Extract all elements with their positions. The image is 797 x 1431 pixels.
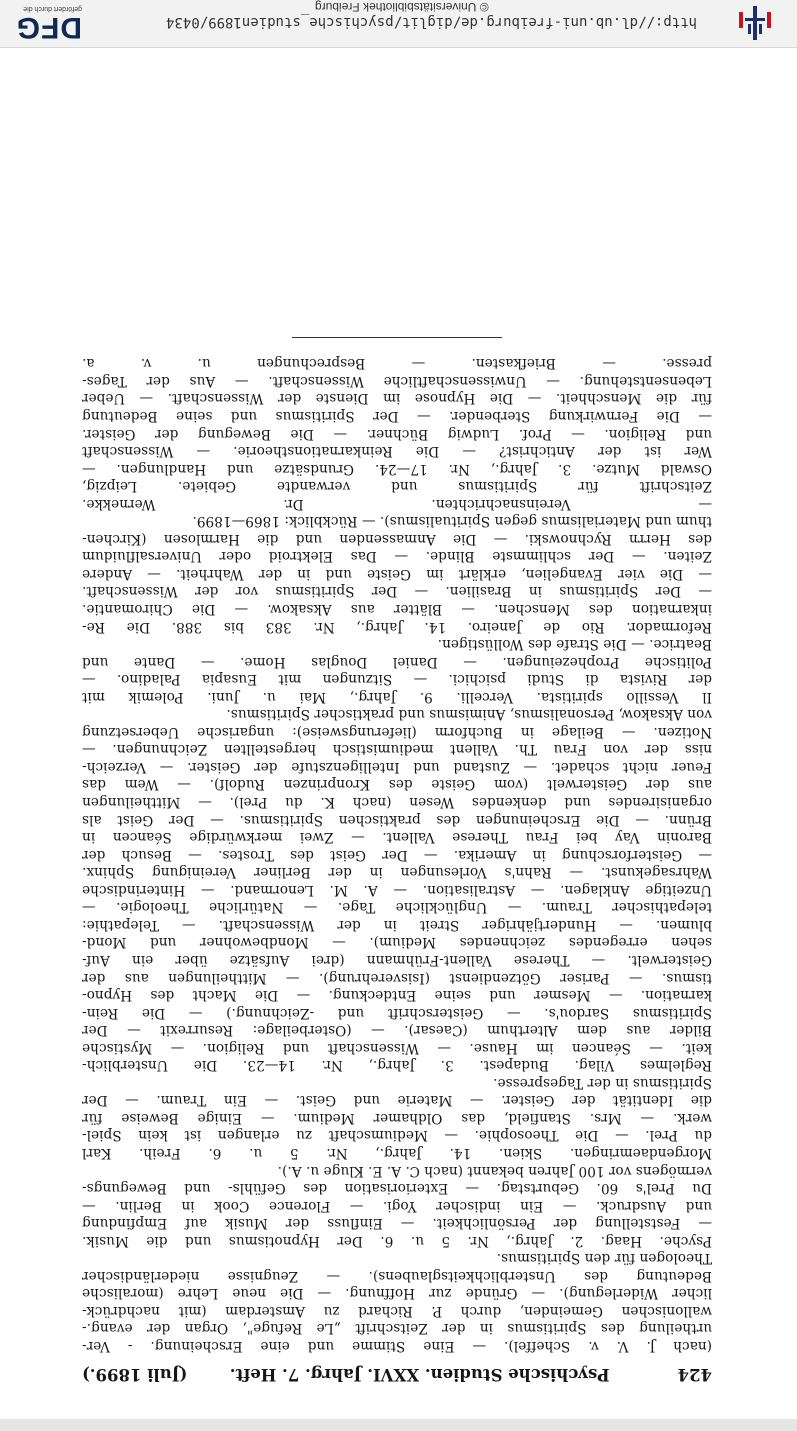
text-line: keit. — Séancen im Hause. — Wissenschaft und Religion. — Mystische [82, 1039, 712, 1056]
university-logo-icon [735, 4, 775, 42]
text-line: inkarnation des Menschen. — Blätter aus Aksakow. — Die Chiromantie. [82, 601, 712, 618]
text-line: Unzeitige Anklagen. — Astralisation. — A. M. Lenormand. — Hinterindische [82, 881, 712, 898]
text-line: du Prel. — Die Theosophie. — Mediumschaft zu erlangen ist kein Spiel- [82, 1127, 712, 1144]
text-line: — Die vier Evangelien, erklärt im Geiste und in der Wahrheit. — Andere [82, 565, 712, 582]
text-line: für die Menschheit. — Die Hypnose im Dienste der Wissenschaft. — Ueber [82, 390, 712, 407]
text-line: die Identität der Geister. — Materie und Geist. — Ein Traum. — Der [82, 1092, 712, 1109]
text-line: von Aksakow, Personalismus, Animismus und praktischer Spiritismus. [226, 706, 712, 723]
text-line: der Rivista di Studi psichici. — Sitzungen mit Eusapia Paladino. — [82, 671, 712, 688]
text-line: (nach J. V. v. Scheffel). — Eine Stimme und eine Erscheinung. - Ver- [82, 1338, 712, 1354]
text-line: — Geisterforschung in Amerika. — Der Geist des Trostes. — Besuch der [82, 846, 712, 863]
text-line: Morgendaemringen. Skien. 14. Jahrg., Nr. 5 u. 6. Freih. Karl [82, 1144, 712, 1161]
text-line: Oswald Mutze. 3. Jahrg., Nr. 17—24. Grundsätze und Handlungen. — [82, 460, 712, 477]
text-line: des Herrn Rychnowski. — Die Anmassenden und die Harmlosen (Kirchen- [82, 530, 712, 547]
dfg-subtext: gefördert durch die [23, 5, 82, 12]
dfg-logo [2, 2, 82, 42]
copyright-text: © Universitätsbibliothek Freiburg [315, 0, 489, 14]
text-line: Geisterwelt. — Therese Vallent-Frühmann (drei Aufsätze über ein Auf- [82, 951, 712, 968]
text-line: licher Widerlegung). — Gründe zur Hoffnung. — Die neue Lehre (moralische [82, 1285, 712, 1302]
text-line: und Ausdruck. — Ein indischer Yogi. — Florence Cook in Berlin. — [82, 1197, 712, 1214]
journal-title: Psychische Studien. XXVI. Jahrg. 7. Heft. [229, 1365, 610, 1384]
text-line: und Religion. — Prof. Ludwig Büchner. — Die Bewegung der Geister. [82, 425, 712, 442]
text-line: Beatrice. — Die Strafe des Wollüstigen. [437, 636, 712, 653]
viewer-footer [0, 1419, 797, 1431]
text-line: Psyche. Haag. 2. Jahrg., Nr. 5 u. 6. Der Hypnotismus und die Musik. [82, 1232, 712, 1249]
text-line: Spiritismus in der Tagespresse. [493, 1074, 712, 1091]
text-line: Bedeutung des Unsterblichkeitsglaubens). — Zeugnisse niederländischer [82, 1267, 712, 1284]
text-line: sehen erregendes zeichnendes Medium). — Mondbewohner und Mond- [82, 934, 712, 951]
text-line: Wer ist der Antichrist? — Die Reinkarnationstheorie. — Wissenschaft [82, 443, 712, 460]
dfg-logo-text: DFG [15, 11, 82, 44]
text-line: Baronin Vay bei Frau Therese Vallent. — Zwei merkwürdige Séancen in [82, 829, 712, 846]
text-line: telepathischer Traum. — Unglückliche Tage. — Natürliche Theologie. — [82, 899, 712, 916]
viewer-header [0, 0, 797, 48]
text-line: Politische Prophezeiungen. — Daniel Douglas Home. — Dante und [82, 653, 712, 670]
text-line: Notizen. — Beilage in Buchform (lieferungsweise): ungarische Uebersetzung [82, 723, 712, 740]
text-line: Zeiten. — Der schlimmste Blinde. — Das Elektroid oder Universalfluidum [82, 548, 712, 565]
running-head [82, 1364, 712, 1384]
text-line: — Feststellung der Persönlichkeit. — Einfluss der Musik auf Empfindung [82, 1215, 712, 1232]
text-line: presse. — Briefkasten. — Besprechungen u. v. a. [82, 355, 712, 372]
scanned-page [82, 214, 712, 1384]
text-line: — Vereinsnachrichten. Dr. Wernekke. [82, 495, 712, 512]
text-line: Lebensentstehung. — Unwissenschaftliche Wissenschaft. — Aus der Tages- [82, 372, 712, 389]
text-line: Theologen für den Spiritismus. [496, 1250, 712, 1267]
body-text [82, 354, 712, 1354]
text-line: Reglelmes Vilag. Budapest. 3. Jahrg., Nr. 14—23. Die Unsterblich- [82, 1057, 712, 1074]
text-line: Brünn. — Die Erscheinungen des praktischen Spiritismus. — Der Geist als [82, 811, 712, 828]
text-line: aus der Geisterwelt (vom Geiste des Kronprinzen Rudolf). — Wem das [82, 776, 712, 793]
text-line: Wahrsagekunst. — Rahn's Vorlesungen in der Berliner Vereinigung Sphinx. [82, 864, 712, 881]
issue-date: (Juli 1899.) [82, 1365, 188, 1384]
text-line: blumen. — Hundertjähriger Streit in der Wissenschaft. — Telepathie: [82, 916, 712, 933]
text-line: Feuer nicht schadet. — Zustand und Intelligenzstufe der Geister. — Verzeich- [82, 758, 712, 775]
text-line: karnation. — Mesmer und seine Entdeckung. — Die Macht des Hypno- [82, 987, 712, 1004]
text-line: — Die Fernwirkung Sterbender. — Der Spiritismus und seine Bedeutung [82, 408, 712, 425]
page-number: 424 [677, 1365, 712, 1384]
text-line: Reformador. Rio de Janeiro. 14. Jahrg., Nr. 383 bis 388. Die Re- [82, 618, 712, 635]
text-line: Zeitschrift für Spiritismus und verwandte Gebiete. Leipzig, [82, 478, 712, 495]
text-line: Il Vessillo spiritista. Vercelli. 9. Jahrg., Mai u. Juni. Polemik mit [82, 688, 712, 705]
text-line: — Der Spiritismus in Brasilien. — Der Spiritismus vor der Wissenschaft. [82, 583, 712, 600]
text-line: vermögens vor 100 Jahren bekannt (nach C. A. E. Kluge u. A.). [277, 1162, 712, 1179]
text-line: wallonischen Gemeinden, durch P. Richard zu Amsterdam (mit nachdrück- [82, 1302, 712, 1319]
page-url[interactable]: http://dl.ub.uni-freiburg.de/diglit/psychische_studien1899/0434 [165, 14, 697, 30]
text-line: urtheilung des Spiritismus in der Zeitschrift „Le Refuge", Organ der evang.- [82, 1320, 712, 1337]
text-line: niss der von Frau Th. Vallent mediumistisch hergestellten Zeichnungen. — [82, 741, 712, 758]
text-line: Bilder aus dem Alterthum (Caesar). — (Osterbeilage: Resurrexit — Der [82, 1022, 712, 1039]
text-line: Spiritismus Sardou's. — Geisterschrift und -Zeichnung.) — Die Rein- [82, 1004, 712, 1021]
closing-rule [292, 337, 502, 338]
text-line: tismus. — Pariser Götzendienst (Isisverehrung). — Mittheilungen aus der [82, 969, 712, 986]
text-line: organisirendes und denkendes Wesen (nach K. du Prel). — Mittheilungen [82, 794, 712, 811]
text-line: Du Prel's 60. Geburtstag. — Exteriorisation des Gefühls- und Bewegungs- [82, 1180, 712, 1197]
text-line: werk. — Mrs. Stanfield, das Oldhamer Medium. — Einige Beweise für [82, 1109, 712, 1126]
text-line: thum und Materialismus gegen Spiritualismus). — Rückblick: 1869—1899. [192, 513, 712, 530]
